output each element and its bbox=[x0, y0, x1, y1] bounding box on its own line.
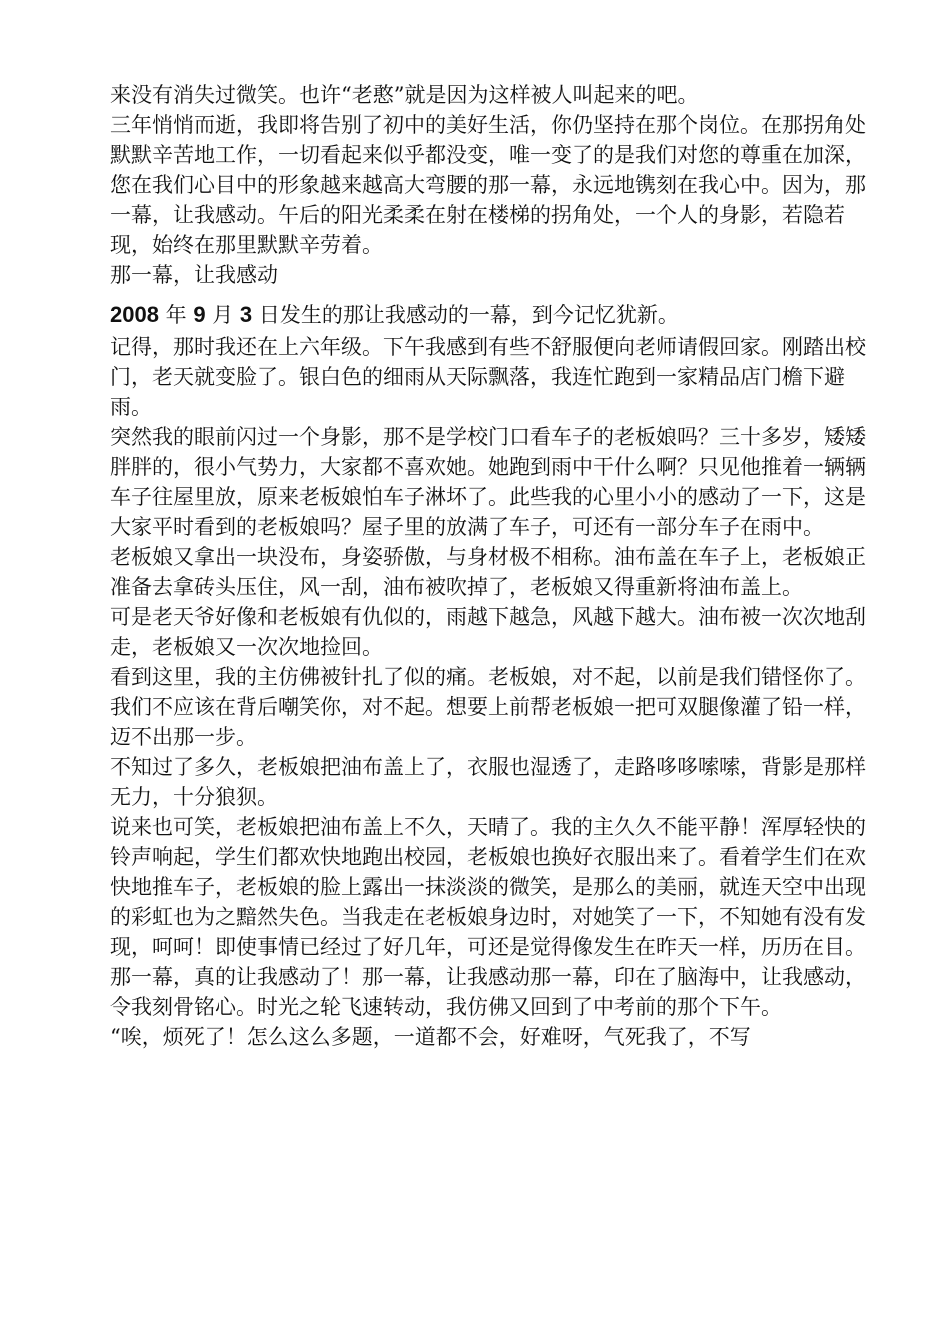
paragraph-2: 三年悄悄而逝，我即将告别了初中的美好生活，你仍坚持在那个岗位。在那拐角处默默辛苦地工作，一切看起来似乎都没变，唯一变了的是我们对您的尊重在加深，您在我们心目中的形象越来越高大弯腰的那一幕，永远地镌刻在我心中。因为，那一幕，让我感动。午后的阳光柔柔在射在楼梯的拐角处，一个人的身影，若隐若现，始终在那里默默辛劳着。 bbox=[110, 113, 866, 257]
date-month: 9 bbox=[193, 302, 206, 327]
paragraph-7: 老板娘又拿出一块没布，身姿骄傲，与身材极不相称。油布盖在车子上，老板娘正准备去拿砖头压住，风一刮，油布被吹掉了，老板娘又得重新将油布盖上。 bbox=[110, 545, 866, 599]
date-line bbox=[110, 300, 870, 330]
paragraph-10: 不知过了多久，老板娘把油布盖上了，衣服也湿透了，走路哆哆嗦嗦，背影是那样无力，十分狼狈。 bbox=[110, 755, 866, 809]
paragraph-8: 可是老天爷好像和老板娘有仇似的，雨越下越急，风越下越大。油布被一次次地刮走，老板娘又一次次地捡回。 bbox=[110, 605, 866, 659]
paragraph-5: 记得，那时我还在上六年级。下午我感到有些不舒服便向老师请假回家。刚踏出校门，老天就变脸了。银白色的细雨从天际飘落，我连忙跑到一家精品店门檐下避雨。 bbox=[110, 335, 866, 419]
date-rest: 日发生的那让我感动的一幕，到今记忆犹新。 bbox=[252, 303, 679, 327]
document-page bbox=[110, 80, 870, 1052]
paragraph-11: 说来也可笑，老板娘把油布盖上不久，天晴了。我的主久久不能平静！浑厚轻快的铃声响起，学生们都欢快地跑出校园，老板娘也换好衣服出来了。看着学生们在欢快地推车子，老板娘的脸上露出一抹淡淡的微笑，是那么的美丽，就连天空中出现的彩虹也为之黯然失色。当我走在老板娘身边时，对她笑了一下，不知她有没有发现，呵呵！即使事情已经过了好几年，可还是觉得像发生在昨天一样，历历在目。 bbox=[110, 815, 866, 959]
paragraph-9: 看到这里，我的主仿佛被针扎了似的痛。老板娘，对不起，以前是我们错怪你了。我们不应该在背后嘲笑你，对不起。想要上前帮老板娘一把可双腿像灌了铅一样，迈不出那一步。 bbox=[110, 665, 866, 749]
date-month-suffix: 月 bbox=[205, 303, 240, 327]
paragraph-1: 来没有消失过微笑。也许“老憨”就是因为这样被人叫起来的吧。 bbox=[110, 83, 699, 107]
section-heading: 那一幕，让我感动 bbox=[110, 263, 278, 287]
paragraph-13: “唉，烦死了！怎么这么多题，一道都不会，好难呀，气死我了，不写 bbox=[110, 1025, 751, 1049]
date-year: 2008 bbox=[110, 302, 159, 327]
date-year-suffix: 年 bbox=[158, 303, 194, 327]
paragraph-12: 那一幕，真的让我感动了！那一幕，让我感动那一幕，印在了脑海中，让我感动，令我刻骨铭心。时光之轮飞速转动，我仿佛又回到了中考前的那个下午。 bbox=[110, 965, 866, 1019]
paragraph-6: 突然我的眼前闪过一个身影，那不是学校门口看车子的老板娘吗？三十多岁，矮矮胖胖的，很小气势力，大家都不喜欢她。她跑到雨中干什么啊？只见他推着一辆辆车子往屋里放，原来老板娘怕车子淋坏了。此些我的心里小小的感动了一下，这是大家平时看到的老板娘吗？屋子里的放满了车子，可还有一部分车子在雨中。 bbox=[110, 425, 866, 539]
date-day: 3 bbox=[239, 302, 253, 327]
